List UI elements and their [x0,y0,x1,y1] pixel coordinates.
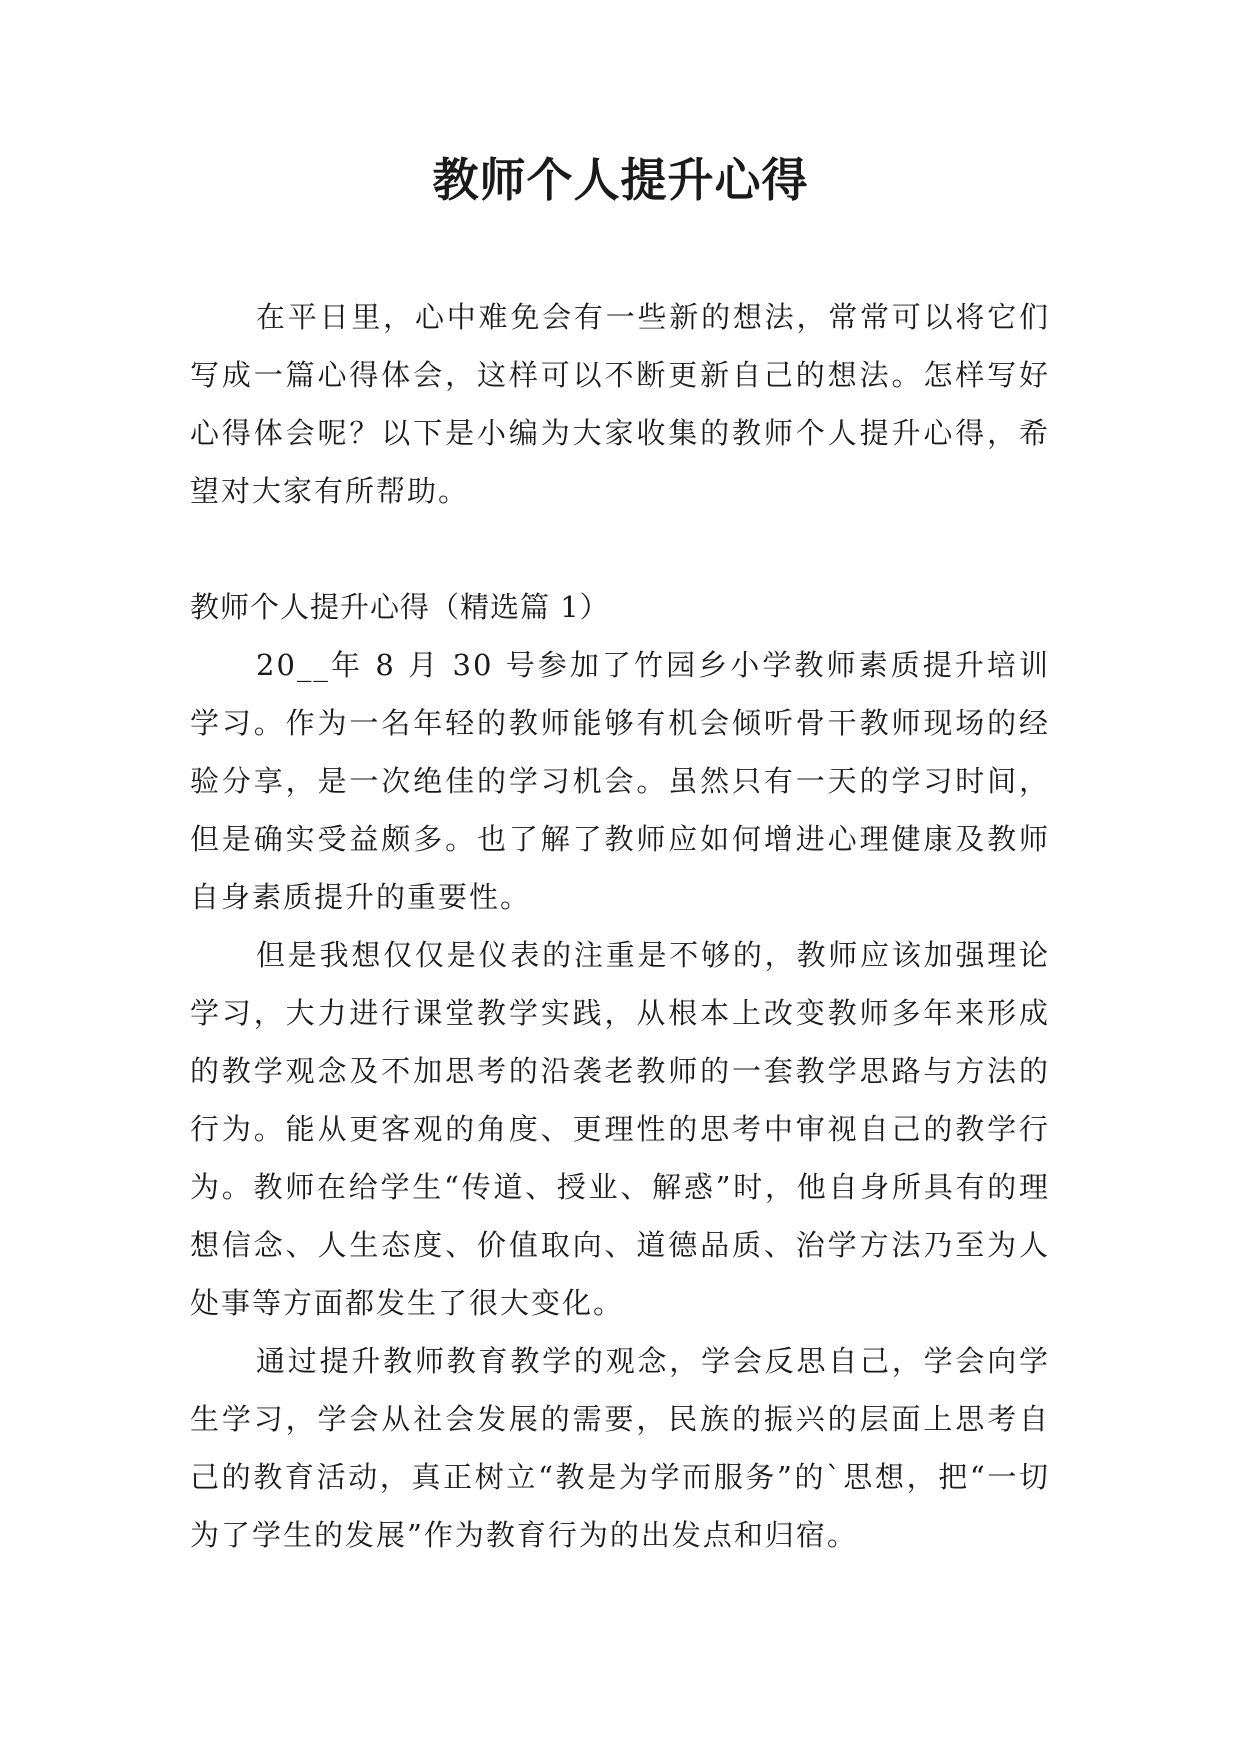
document-title: 教师个人提升心得 [432,153,809,207]
body-paragraph-3: 通过提升教师教育教学的观念，学会反思自己，学会向学生学习，学会从社会发展的需要，民族的振兴的层面上思考自己的教育活动，真正树立“教是为学而服务”的`思想，把“一切为了学生的发展”作为教育行为的出发点和归宿。 [190,1344,1050,1552]
document-body [190,288,1050,1564]
section-heading: 教师个人提升心得（精选篇 1） [190,590,610,624]
body-paragraph-1: 20__年 8 月 30 号参加了竹园乡小学教师素质提升培训学习。作为一名年轻的教师能够有机会倾听骨干教师现场的经验分享，是一次绝佳的学习机会。虽然只有一天的学习时间，但是确实受益颇多。也了解了教师应如何增进心理健康及教师自身素质提升的重要性。 [190,648,1050,914]
body-paragraph-2: 但是我想仅仅是仪表的注重是不够的，教师应该加强理论学习，大力进行课堂教学实践，从根本上改变教师多年来形成的教学观念及不加思考的沿袭老教师的一套教学思路与方法的行为。能从更客观的角度、更理性的思考中审视自己的教学行为。教师在给学生“传道、授业、解惑”时，他自身所具有的理想信念、人生态度、价值取向、道德品质、治学方法乃至为人处事等方面都发生了很大变化。 [190,938,1050,1320]
intro-paragraph: 在平日里，心中难免会有一些新的想法，常常可以将它们写成一篇心得体会，这样可以不断更新自己的想法。怎样写好心得体会呢？以下是小编为大家收集的教师个人提升心得，希望对大家有所帮助。 [190,300,1050,508]
